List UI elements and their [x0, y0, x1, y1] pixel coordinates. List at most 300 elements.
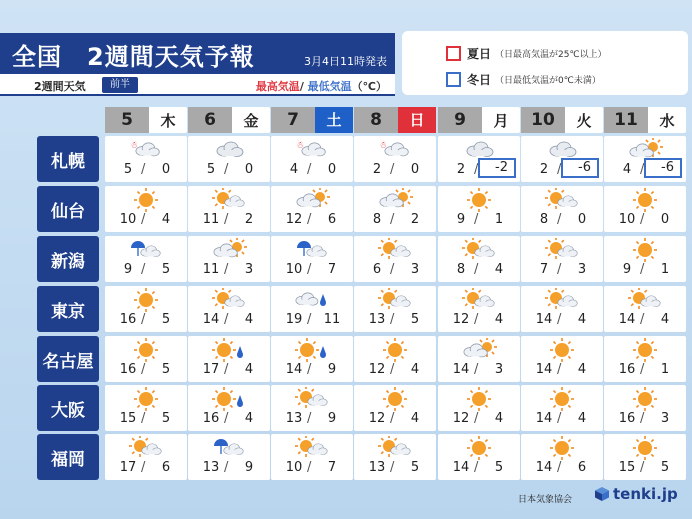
cloud-snow-icon: [127, 138, 165, 162]
high-temp: 14: [535, 362, 553, 377]
city-label: 大阪: [37, 385, 99, 431]
temps: [105, 262, 187, 280]
temps: [271, 411, 353, 429]
tenki-cube-icon: [595, 487, 609, 501]
title-bar: [0, 33, 395, 74]
summer-name: 夏日: [467, 46, 492, 61]
low-temp: 4: [494, 411, 504, 426]
temps: [438, 460, 520, 478]
forecast-cell: [105, 434, 187, 480]
city-label: 名古屋: [37, 336, 99, 382]
day-header: [271, 107, 353, 133]
low-temp: 2: [244, 212, 254, 227]
temps: [105, 212, 187, 230]
low-temp: 5: [161, 312, 171, 327]
temps: [604, 212, 686, 230]
temps: [271, 312, 353, 330]
cloud-sun-icon: [460, 338, 498, 362]
high-temp: 13: [368, 312, 386, 327]
high-temp: 16: [618, 362, 636, 377]
low-temp: 6: [577, 460, 587, 475]
forecast-cell: [354, 434, 436, 480]
forecast-cell: [604, 336, 686, 382]
temp-separator: /: [640, 212, 645, 227]
low-temp: 5: [410, 460, 420, 475]
high-temp: 15: [618, 460, 636, 475]
low-temp: 1: [660, 362, 670, 377]
temps: [438, 212, 520, 230]
high-temp: 14: [618, 312, 636, 327]
temp-separator: /: [640, 362, 645, 377]
sun-rain-icon: [293, 338, 331, 362]
temps: [354, 460, 436, 478]
high-temp: 9: [456, 212, 466, 227]
temps: [271, 460, 353, 478]
legend-winter: [446, 69, 601, 89]
low-temp: 4: [577, 362, 587, 377]
low-temp: 7: [327, 460, 337, 475]
forecast-cell: [271, 385, 353, 431]
high-temp: 2: [539, 162, 549, 177]
sunny-icon: [543, 387, 581, 411]
forecast-cell: [105, 336, 187, 382]
day-of-week: 金: [243, 111, 259, 130]
temps: [604, 312, 686, 330]
temp-separator: /: [224, 362, 229, 377]
high-temp: 14: [535, 312, 553, 327]
low-temp: 4: [494, 312, 504, 327]
temps: [105, 312, 187, 330]
low-temp: 9: [327, 411, 337, 426]
temps: [604, 162, 686, 180]
temps: [188, 162, 270, 180]
high-temp: 8: [372, 212, 382, 227]
forecast-cell: [354, 286, 436, 332]
sun-cloud-icon: [543, 288, 581, 312]
temp-separator: /: [640, 262, 645, 277]
temps: [521, 362, 603, 380]
high-temp: 9: [622, 262, 632, 277]
temps: [604, 262, 686, 280]
forecast-cell: [271, 434, 353, 480]
temps: [438, 411, 520, 429]
day-header: [521, 107, 603, 133]
sunny-icon: [460, 387, 498, 411]
temp-separator: /: [307, 411, 312, 426]
high-temp: 12: [452, 411, 470, 426]
temp-separator: /: [390, 212, 395, 227]
temps: [188, 312, 270, 330]
low-temp: 4: [577, 411, 587, 426]
svg-text:☃: ☃: [379, 141, 388, 151]
svg-text:☃: ☃: [296, 141, 305, 151]
temps: [521, 411, 603, 429]
forecast-cell: [438, 186, 520, 232]
sunny-icon: [626, 387, 664, 411]
high-temp: 11: [202, 212, 220, 227]
high-temp: 14: [535, 460, 553, 475]
low-temp: -6: [644, 158, 682, 178]
forecast-cell: [105, 236, 187, 282]
subtitle-bar: [0, 74, 395, 96]
high-temp: 13: [368, 460, 386, 475]
day-number: 5: [105, 107, 149, 133]
sunny-icon: [460, 436, 498, 460]
temp-separator: /: [390, 362, 395, 377]
temps: [521, 212, 603, 230]
forecast-cell: [354, 336, 436, 382]
sunny-icon: [127, 338, 165, 362]
low-temp: 0: [410, 162, 420, 177]
temp-separator: /: [307, 362, 312, 377]
footer-credit: 日本気象協会: [518, 495, 573, 505]
temp-separator: /: [390, 162, 395, 177]
high-temp: 14: [535, 411, 553, 426]
sunny-icon: [376, 338, 414, 362]
sun-cloud-icon: [376, 238, 414, 262]
high-temp: 8: [456, 262, 466, 277]
temp-separator: /: [474, 212, 479, 227]
forecast-cell: [604, 136, 686, 182]
forecast-cell: [438, 434, 520, 480]
low-temp: 5: [494, 460, 504, 475]
low-temp: 4: [410, 362, 420, 377]
cloud-snow-icon: [376, 138, 414, 162]
legend-summer: [446, 43, 607, 63]
forecast-cell: [105, 136, 187, 182]
low-temp: 5: [161, 411, 171, 426]
low-temp: 2: [410, 212, 420, 227]
high-temp: 5: [123, 162, 133, 177]
city-label: 新潟: [37, 236, 99, 282]
umbrella-cloud-icon: [127, 238, 165, 262]
low-temp: 9: [244, 460, 254, 475]
temp-separator: /: [557, 212, 562, 227]
period-tag: 前半: [102, 77, 138, 93]
day-number: 9: [438, 107, 482, 133]
sun-cloud-icon: [543, 238, 581, 262]
low-temp: 7: [327, 262, 337, 277]
temps: [438, 362, 520, 380]
sunny-icon: [460, 188, 498, 212]
sun-rain-icon: [210, 338, 248, 362]
low-temp: 0: [161, 162, 171, 177]
day-of-week: 土: [315, 107, 353, 133]
forecast-cell: [271, 286, 353, 332]
sunny-icon: [127, 288, 165, 312]
forecast-cell: [105, 186, 187, 232]
forecast-cell: [188, 336, 270, 382]
temp-separator: /: [307, 162, 312, 177]
high-temp: 10: [285, 460, 303, 475]
day-of-week: 月: [493, 111, 509, 130]
forecast-cell: [438, 236, 520, 282]
high-temp: 14: [452, 362, 470, 377]
day-header: [188, 107, 270, 133]
high-temp: 19: [285, 312, 303, 327]
day-of-week: 日: [398, 107, 436, 133]
city-label: 札幌: [37, 136, 99, 182]
low-temp: 5: [161, 362, 171, 377]
forecast-cell: [438, 385, 520, 431]
low-temp: 4: [244, 312, 254, 327]
high-temp: 12: [368, 411, 386, 426]
forecast-cell: [438, 286, 520, 332]
temp-separator: /: [224, 212, 229, 227]
forecast-cell: [188, 186, 270, 232]
sunny-icon: [543, 338, 581, 362]
day-of-week: 火: [576, 111, 592, 130]
temp-separator: /: [390, 312, 395, 327]
low-temp: 5: [161, 262, 171, 277]
temps: [105, 162, 187, 180]
low-temp: 0: [577, 212, 587, 227]
sunny-icon: [626, 436, 664, 460]
cloud-sun-icon: [376, 188, 414, 212]
high-temp: 14: [452, 460, 470, 475]
temps: [604, 460, 686, 478]
forecast-cell: [521, 385, 603, 431]
low-temp: 4: [660, 312, 670, 327]
low-temp: 4: [577, 312, 587, 327]
low-temp: 0: [244, 162, 254, 177]
high-temp: 14: [285, 362, 303, 377]
forecast-cell: [521, 186, 603, 232]
temp-separator: /: [224, 460, 229, 475]
temp-separator: /: [640, 162, 645, 177]
legend-hi: 最高気温: [255, 80, 300, 93]
temp-separator: /: [557, 162, 562, 177]
forecast-cell: [105, 286, 187, 332]
forecast-cell: [354, 236, 436, 282]
low-temp: 6: [161, 460, 171, 475]
sun-cloud-icon: [376, 436, 414, 460]
low-temp: 5: [410, 312, 420, 327]
forecast-cell: [271, 186, 353, 232]
high-temp: 12: [285, 212, 303, 227]
temp-separator: /: [474, 362, 479, 377]
logo-text: tenki.jp: [613, 485, 678, 503]
forecast-cell: [271, 236, 353, 282]
city-label: 福岡: [37, 434, 99, 480]
low-temp: 4: [244, 411, 254, 426]
cloud-rain-icon: [293, 288, 331, 312]
temp-separator: /: [474, 162, 479, 177]
low-temp: 1: [494, 212, 504, 227]
temps: [354, 162, 436, 180]
temp-separator: /: [307, 212, 312, 227]
forecast-cell: [354, 136, 436, 182]
temp-separator: /: [640, 460, 645, 475]
high-temp: 14: [202, 312, 220, 327]
temp-separator: /: [307, 262, 312, 277]
low-temp: 0: [660, 212, 670, 227]
temps: [188, 362, 270, 380]
temps: [271, 262, 353, 280]
temps: [105, 411, 187, 429]
sunny-icon: [626, 338, 664, 362]
temps: [521, 312, 603, 330]
temps: [188, 262, 270, 280]
temps: [354, 362, 436, 380]
forecast-cell: [354, 385, 436, 431]
legend-sep: /: [299, 80, 308, 93]
temps: [438, 312, 520, 330]
temp-separator: /: [141, 212, 146, 227]
temps: [438, 162, 520, 180]
high-temp: 12: [368, 362, 386, 377]
high-temp: 5: [206, 162, 216, 177]
temp-separator: /: [141, 312, 146, 327]
page-title: 全国 2週間天気予報: [12, 43, 255, 71]
low-temp: 3: [494, 362, 504, 377]
temps: [271, 212, 353, 230]
forecast-cell: [188, 236, 270, 282]
sunny-icon: [626, 238, 664, 262]
temps: [271, 162, 353, 180]
temps: [354, 312, 436, 330]
temps: [521, 262, 603, 280]
forecast-cell: [521, 434, 603, 480]
sunny-icon: [626, 188, 664, 212]
forecast-cell: [438, 336, 520, 382]
temp-separator: /: [224, 262, 229, 277]
forecast-cell: [521, 136, 603, 182]
high-temp: 16: [119, 312, 137, 327]
high-temp: 13: [202, 460, 220, 475]
sun-cloud-icon: [293, 436, 331, 460]
forecast-cell: [188, 136, 270, 182]
high-temp: 15: [119, 411, 137, 426]
temps: [188, 411, 270, 429]
low-temp: 4: [161, 212, 171, 227]
day-number: 7: [271, 107, 315, 133]
high-temp: 10: [285, 262, 303, 277]
temps: [354, 262, 436, 280]
sun-cloud-icon: [460, 288, 498, 312]
temp-separator: /: [557, 262, 562, 277]
temp-separator: /: [474, 411, 479, 426]
forecast-cell: [188, 286, 270, 332]
forecast-cell: [521, 336, 603, 382]
svg-text:☃: ☃: [130, 141, 139, 151]
low-temp: 3: [660, 411, 670, 426]
temps: [354, 411, 436, 429]
temp-separator: /: [224, 411, 229, 426]
temps: [188, 460, 270, 478]
sun-cloud-icon: [376, 288, 414, 312]
low-temp: 9: [327, 362, 337, 377]
temps: [438, 262, 520, 280]
temp-separator: /: [224, 312, 229, 327]
sun-cloud-icon: [293, 387, 331, 411]
temp-separator: /: [141, 411, 146, 426]
footer-logo: [595, 485, 678, 503]
forecast-cell: [438, 136, 520, 182]
forecast-cell: [105, 385, 187, 431]
winter-square-icon: [446, 72, 461, 87]
low-temp: 3: [410, 262, 420, 277]
high-temp: 17: [202, 362, 220, 377]
forecast-cell: [354, 186, 436, 232]
high-temp: 8: [539, 212, 549, 227]
temps: [105, 362, 187, 380]
forecast-cell: [521, 286, 603, 332]
temp-separator: /: [474, 460, 479, 475]
temp-separator: /: [307, 460, 312, 475]
high-temp: 12: [452, 312, 470, 327]
cloudy-icon: [210, 138, 248, 162]
high-temp: 16: [202, 411, 220, 426]
temp-separator: /: [141, 362, 146, 377]
day-header: [604, 107, 686, 133]
forecast-cell: [604, 186, 686, 232]
sun-cloud-icon: [460, 238, 498, 262]
high-temp: 10: [119, 212, 137, 227]
temps: [604, 411, 686, 429]
city-label: 東京: [37, 286, 99, 332]
day-number: 11: [604, 107, 648, 133]
low-temp: -2: [478, 158, 516, 178]
sun-cloud-icon: [626, 288, 664, 312]
legend-box: [402, 31, 688, 95]
sunny-icon: [127, 387, 165, 411]
high-temp: 13: [285, 411, 303, 426]
umbrella-cloud-icon: [293, 238, 331, 262]
sun-cloud-icon: [210, 188, 248, 212]
temp-separator: /: [474, 262, 479, 277]
forecast-cell: [521, 236, 603, 282]
temps: [271, 362, 353, 380]
forecast-cell: [188, 434, 270, 480]
temp-separator: /: [307, 312, 312, 327]
umbrella-cloud-icon: [210, 436, 248, 460]
temp-separator: /: [390, 460, 395, 475]
sun-cloud-icon: [543, 188, 581, 212]
sunny-icon: [543, 436, 581, 460]
low-temp: 4: [410, 411, 420, 426]
sun-cloud-icon: [210, 288, 248, 312]
issued-time: 3月4日11時発表: [304, 55, 387, 68]
sun-rain-icon: [210, 387, 248, 411]
high-temp: 7: [539, 262, 549, 277]
temp-separator: /: [557, 312, 562, 327]
high-temp: 2: [456, 162, 466, 177]
temp-separator: /: [141, 162, 146, 177]
temps: [521, 162, 603, 180]
temp-separator: /: [390, 411, 395, 426]
temp-separator: /: [557, 362, 562, 377]
temp-separator: /: [640, 312, 645, 327]
temps: [604, 362, 686, 380]
low-temp: 11: [323, 312, 341, 327]
low-temp: 0: [327, 162, 337, 177]
day-header: [438, 107, 520, 133]
day-header: [354, 107, 436, 133]
low-temp: 4: [244, 362, 254, 377]
cloud-sun-icon: [210, 238, 248, 262]
low-temp: 3: [244, 262, 254, 277]
high-temp: 2: [372, 162, 382, 177]
day-of-week: 木: [160, 111, 176, 130]
sun-cloud-icon: [127, 436, 165, 460]
winter-name: 冬日: [467, 72, 492, 87]
high-temp: 4: [289, 162, 299, 177]
day-number: 10: [521, 107, 565, 133]
temp-separator: /: [474, 312, 479, 327]
day-number: 8: [354, 107, 398, 133]
temp-separator: /: [557, 411, 562, 426]
